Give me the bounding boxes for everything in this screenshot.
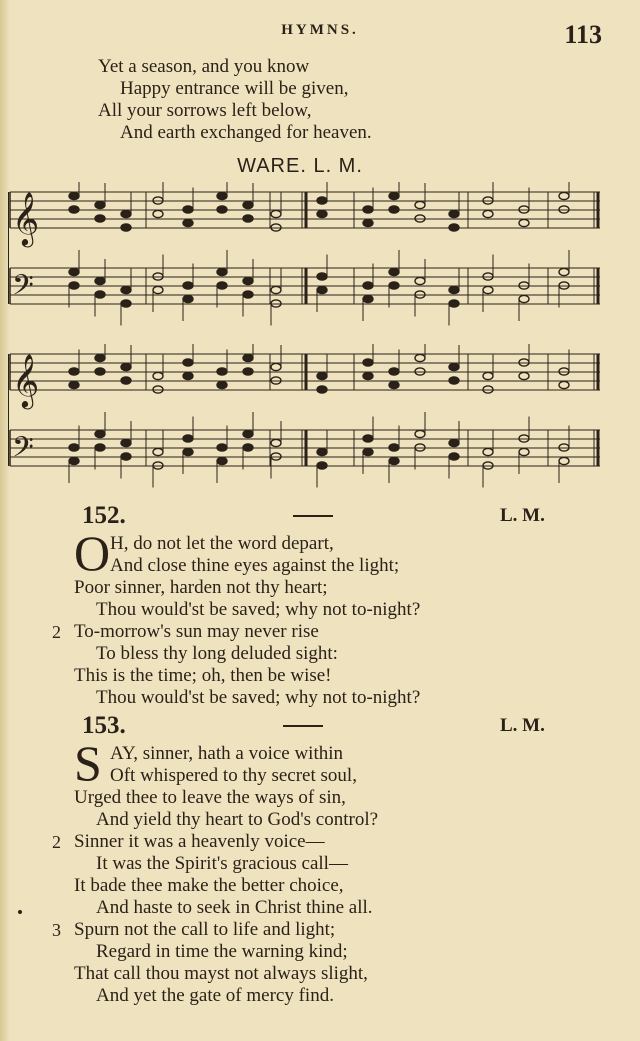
note-head (217, 192, 227, 199)
note-head (121, 453, 131, 460)
note-head (183, 206, 193, 213)
note-head (69, 444, 79, 451)
note-head (121, 363, 131, 370)
note-head (415, 201, 425, 208)
note-head (69, 282, 79, 289)
note-head (317, 462, 327, 469)
note-head (271, 210, 281, 217)
note-head (559, 192, 569, 199)
note-head (389, 192, 399, 199)
note-head (69, 457, 79, 464)
hymn-line: Spurn not the call to life and light; (74, 919, 336, 940)
note-head (483, 210, 493, 217)
hymn-divider (283, 725, 323, 727)
note-head (317, 448, 327, 455)
note-head (317, 386, 327, 393)
note-head (363, 282, 373, 289)
note-head (69, 368, 79, 375)
hymn-line: This is the time; oh, then be wise! (74, 665, 332, 686)
ink-mark (18, 910, 22, 914)
hymn-line: And yield thy heart to God's control? (96, 809, 379, 830)
note-head (217, 457, 227, 464)
prev-stanza-line: Happy entrance will be given, (120, 78, 349, 99)
note-head (389, 368, 399, 375)
note-head (183, 295, 193, 302)
note-head (415, 430, 425, 437)
note-head (317, 372, 327, 379)
note-head (449, 300, 459, 307)
note-head (271, 286, 281, 293)
drop-cap: O (74, 525, 111, 581)
note-head (121, 300, 131, 307)
hymn-line: Regard in time the warning kind; (96, 941, 348, 962)
note-head (449, 286, 459, 293)
note-head (271, 363, 281, 370)
note-head (389, 381, 399, 388)
hymn-line: Thou would'st be saved; why not to-night? (96, 687, 421, 708)
note-head (519, 448, 529, 455)
hymn-line: Thou would'st be saved; why not to-night? (96, 599, 421, 620)
treble-clef-icon: 𝄞 (12, 191, 40, 245)
note-head (519, 372, 529, 379)
note-head (519, 295, 529, 302)
note-head (183, 219, 193, 226)
note-head (243, 368, 253, 375)
note-head (95, 201, 105, 208)
hymn-line: And haste to seek in Christ thine all. (96, 897, 373, 918)
note-head (153, 372, 163, 379)
hymn-meter: L. M. (500, 715, 545, 736)
note-head (243, 215, 253, 222)
prev-stanza-line: All your sorrows left below, (98, 100, 312, 121)
note-head (389, 457, 399, 464)
hymn-line: It was the Spirit's gracious call— (96, 853, 348, 874)
note-head (271, 439, 281, 446)
hymn-line: Oft whispered to thy secret soul, (110, 765, 357, 786)
note-head (95, 354, 105, 361)
note-head (317, 286, 327, 293)
note-head (121, 286, 131, 293)
note-head (95, 291, 105, 298)
prev-stanza-line: And earth exchanged for heaven. (120, 122, 372, 143)
note-head (217, 282, 227, 289)
note-head (69, 268, 79, 275)
note-head (317, 273, 327, 280)
note-head (317, 197, 327, 204)
hymn-number: 153. (82, 712, 126, 739)
page-number: 113 (564, 20, 602, 49)
note-head (363, 206, 373, 213)
hymn-line: And yet the gate of mercy find. (96, 985, 334, 1006)
bass-clef-icon: 𝄢 (12, 431, 34, 471)
note-head (243, 291, 253, 298)
note-head (449, 210, 459, 217)
note-head (153, 448, 163, 455)
verse-number: 3 (52, 920, 61, 940)
note-head (95, 444, 105, 451)
hymn-line: Sinner it was a heavenly voice— (74, 831, 325, 852)
note-head (519, 219, 529, 226)
note-head (389, 444, 399, 451)
note-head (95, 277, 105, 284)
note-head (69, 192, 79, 199)
note-head (449, 363, 459, 370)
note-head (363, 219, 373, 226)
note-head (483, 286, 493, 293)
note-head (243, 444, 253, 451)
note-head (183, 448, 193, 455)
note-head (243, 201, 253, 208)
note-head (217, 206, 227, 213)
note-head (363, 435, 373, 442)
note-head (95, 215, 105, 222)
running-header: HYMNS. (281, 22, 359, 38)
hymn-meter: L. M. (500, 505, 545, 526)
hymn-number: 152. (82, 502, 126, 529)
note-head (121, 210, 131, 217)
hymn-line: AY, sinner, hath a voice within (110, 743, 344, 764)
note-head (121, 377, 131, 384)
hymn-line: To bless thy long deluded sight: (96, 643, 338, 664)
note-head (363, 372, 373, 379)
note-head (121, 439, 131, 446)
hymn-line: Poor sinner, harden not thy heart; (74, 577, 328, 598)
verse-number: 2 (52, 622, 61, 642)
bass-clef-icon: 𝄢 (12, 269, 34, 309)
music-notation (8, 182, 604, 332)
note-head (415, 354, 425, 361)
note-head (559, 268, 569, 275)
note-head (243, 354, 253, 361)
note-head (449, 439, 459, 446)
hymn-line: That call thou mayst not always slight, (74, 963, 368, 984)
note-head (217, 368, 227, 375)
note-head (183, 282, 193, 289)
note-head (243, 430, 253, 437)
note-head (363, 448, 373, 455)
hymn-divider (293, 515, 333, 517)
note-head (449, 224, 459, 231)
hymn-line: It bade thee make the better choice, (74, 875, 344, 896)
note-head (483, 372, 493, 379)
note-head (183, 372, 193, 379)
note-head (95, 368, 105, 375)
drop-cap: S (74, 735, 102, 791)
note-head (243, 277, 253, 284)
note-head (217, 381, 227, 388)
note-head (389, 268, 399, 275)
note-head (363, 295, 373, 302)
hymn-line: And close thine eyes against the light; (110, 555, 400, 576)
note-head (217, 444, 227, 451)
note-head (69, 381, 79, 388)
hymn-line: Urged thee to leave the ways of sin, (74, 787, 346, 808)
music-system-2 (8, 344, 604, 494)
hymn-line: To-morrow's sun may never rise (74, 621, 319, 642)
note-head (95, 430, 105, 437)
hymn-line: H, do not let the word depart, (110, 533, 334, 554)
music-system-1 (8, 182, 604, 332)
note-head (217, 268, 227, 275)
note-head (317, 210, 327, 217)
note-head (559, 381, 569, 388)
note-head (153, 286, 163, 293)
prev-stanza-line: Yet a season, and you know (98, 56, 310, 77)
note-head (153, 210, 163, 217)
note-head (363, 359, 373, 366)
note-head (389, 206, 399, 213)
note-head (183, 359, 193, 366)
treble-clef-icon: 𝄞 (12, 353, 40, 407)
note-head (483, 448, 493, 455)
verse-number: 2 (52, 832, 61, 852)
note-head (449, 453, 459, 460)
note-head (69, 206, 79, 213)
music-notation (8, 344, 604, 494)
tune-title: WARE. L. M. (237, 155, 363, 177)
note-head (389, 282, 399, 289)
note-head (559, 457, 569, 464)
note-head (183, 435, 193, 442)
note-head (449, 377, 459, 384)
note-head (121, 224, 131, 231)
note-head (415, 277, 425, 284)
